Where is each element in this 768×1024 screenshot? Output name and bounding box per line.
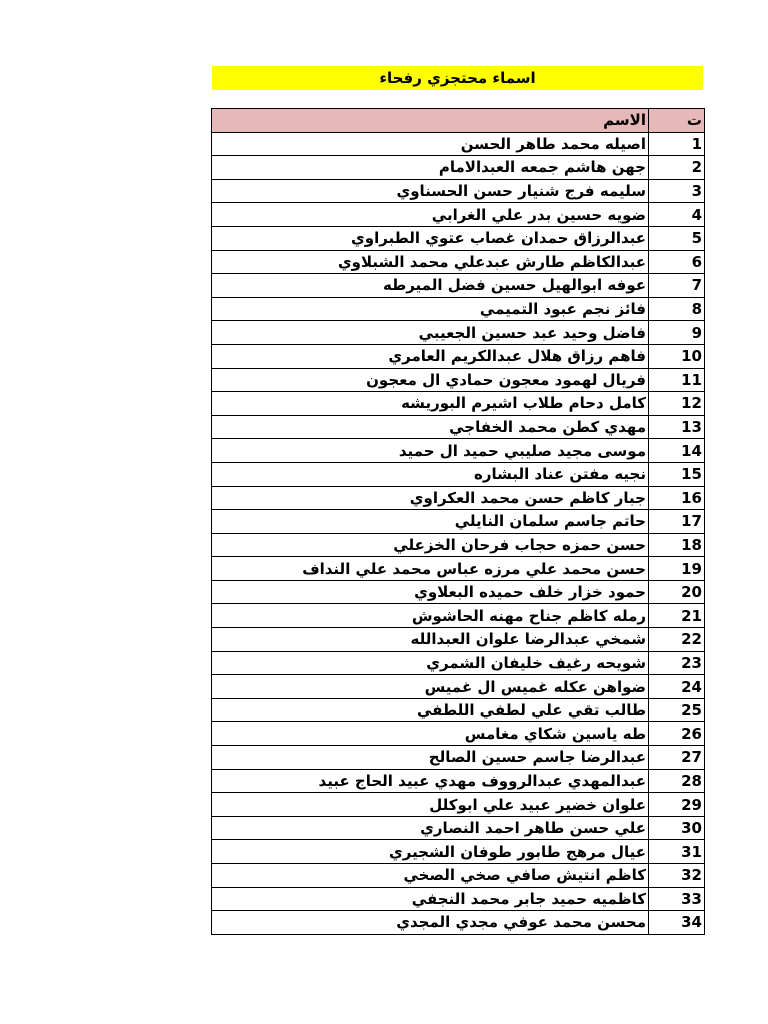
- table-row: [212, 769, 705, 793]
- row-number: 25: [649, 698, 705, 722]
- table-row: [212, 651, 705, 675]
- row-number: 26: [649, 722, 705, 746]
- table-row: [212, 132, 705, 156]
- detainee-name: جبار كاظم حسن محمد العكراوي: [212, 486, 649, 510]
- detainee-name: عبدالرضا جاسم حسين الصالح: [212, 746, 649, 770]
- detainee-name: علي حسن طاهر احمد النصاري: [212, 816, 649, 840]
- detainee-name: شويحه رغيف خليفان الشمري: [212, 651, 649, 675]
- detainee-name: عبدالرزاق حمدان غصاب عتوي الطبراوي: [212, 226, 649, 250]
- table-row: [212, 226, 705, 250]
- row-number: 33: [649, 887, 705, 911]
- table-row: [212, 675, 705, 699]
- row-number: 6: [649, 250, 705, 274]
- row-number: 18: [649, 533, 705, 557]
- table-row: [212, 368, 705, 392]
- row-number: 30: [649, 816, 705, 840]
- detainees-table: [211, 108, 705, 935]
- table-body: [212, 132, 705, 934]
- detainee-name: ضويه حسين بدر علي الغرابي: [212, 203, 649, 227]
- row-number: 2: [649, 156, 705, 180]
- row-number: 19: [649, 557, 705, 581]
- row-number: 22: [649, 628, 705, 652]
- detainee-name: كاظم انتيش صافي صخي الصخي: [212, 864, 649, 888]
- table-row: [212, 439, 705, 463]
- row-number: 31: [649, 840, 705, 864]
- table-row: [212, 203, 705, 227]
- table-row: [212, 510, 705, 534]
- detainee-name: فاضل وحيد عبد حسين الجعيبي: [212, 321, 649, 345]
- table-row: [212, 698, 705, 722]
- table-row: [212, 840, 705, 864]
- table-row: [212, 911, 705, 935]
- row-number: 15: [649, 462, 705, 486]
- table-row: [212, 746, 705, 770]
- table-row: [212, 628, 705, 652]
- table-row: [212, 274, 705, 298]
- detainee-name: سليمه فرج شنيار حسن الحسناوي: [212, 179, 649, 203]
- detainee-name: حاتم جاسم سلمان النايلي: [212, 510, 649, 534]
- detainee-name: طه ياسين شكاي مغامس: [212, 722, 649, 746]
- row-number: 3: [649, 179, 705, 203]
- row-number: 1: [649, 132, 705, 156]
- detainee-name: طالب تقي علي لطفي اللطفي: [212, 698, 649, 722]
- detainee-name: اصيله محمد طاهر الحسن: [212, 132, 649, 156]
- row-number: 20: [649, 580, 705, 604]
- detainee-name: عبدالكاظم طارش عبدعلي محمد الشبلاوي: [212, 250, 649, 274]
- table-row: [212, 793, 705, 817]
- table-row: [212, 887, 705, 911]
- detainee-name: فائز نجم عبود التميمي: [212, 297, 649, 321]
- row-number: 13: [649, 415, 705, 439]
- detainee-name: فريال لهمود معجون حمادي ال معجون: [212, 368, 649, 392]
- table-row: [212, 533, 705, 557]
- row-number: 4: [649, 203, 705, 227]
- detainee-name: مهدي كطن محمد الخفاجي: [212, 415, 649, 439]
- row-number: 17: [649, 510, 705, 534]
- table-row: [212, 816, 705, 840]
- row-number: 8: [649, 297, 705, 321]
- table-row: [212, 250, 705, 274]
- row-number: 11: [649, 368, 705, 392]
- detainee-name: حسن حمزه حجاب فرحان الخزعلي: [212, 533, 649, 557]
- table-row: [212, 156, 705, 180]
- row-number: 9: [649, 321, 705, 345]
- table-row: [212, 864, 705, 888]
- table-header-row: [212, 109, 705, 133]
- table-row: [212, 297, 705, 321]
- table-row: [212, 604, 705, 628]
- table-row: [212, 179, 705, 203]
- row-number: 24: [649, 675, 705, 699]
- table-row: [212, 486, 705, 510]
- row-number: 32: [649, 864, 705, 888]
- column-header-name: الاسم: [212, 109, 649, 133]
- detainee-name: حمود خزار خلف حميده البعلاوي: [212, 580, 649, 604]
- row-number: 5: [649, 226, 705, 250]
- row-number: 10: [649, 344, 705, 368]
- table-row: [212, 321, 705, 345]
- table-row: [212, 392, 705, 416]
- row-number: 29: [649, 793, 705, 817]
- detainee-name: علوان خضير عبيد علي ابوكلل: [212, 793, 649, 817]
- detainee-name: كاظميه حميد جابر محمد النجفي: [212, 887, 649, 911]
- row-number: 16: [649, 486, 705, 510]
- row-number: 34: [649, 911, 705, 935]
- detainee-name: رمله كاظم جناح مهنه الحاشوش: [212, 604, 649, 628]
- row-number: 21: [649, 604, 705, 628]
- table-row: [212, 722, 705, 746]
- column-header-number: ت: [649, 109, 705, 133]
- row-number: 7: [649, 274, 705, 298]
- detainee-name: شمخي عبدالرضا علوان العبدالله: [212, 628, 649, 652]
- detainee-name: عيال مرهج طابور طوفان الشجيري: [212, 840, 649, 864]
- detainee-name: ضواهن عكله غميس ال غميس: [212, 675, 649, 699]
- row-number: 12: [649, 392, 705, 416]
- detainee-name: عوفه ابوالهيل حسين فضل الميرطه: [212, 274, 649, 298]
- page-title: اسماء محتجزي رفحاء: [212, 66, 703, 90]
- table-row: [212, 557, 705, 581]
- detainee-name: جهن هاشم جمعه العبدالامام: [212, 156, 649, 180]
- detainee-name: موسى مجيد صليبي حميد ال حميد: [212, 439, 649, 463]
- detainee-name: كامل دحام طلاب اشيرم البوريشه: [212, 392, 649, 416]
- table-row: [212, 580, 705, 604]
- detainee-name: محسن محمد عوفي مجدي المجدي: [212, 911, 649, 935]
- table-row: [212, 344, 705, 368]
- detainee-name: حسن محمد علي مرزه عباس محمد علي النداف: [212, 557, 649, 581]
- table-row: [212, 462, 705, 486]
- row-number: 28: [649, 769, 705, 793]
- detainee-name: عبدالمهدي عبدالرووف مهدي عبيد الحاج عبيد: [212, 769, 649, 793]
- row-number: 27: [649, 746, 705, 770]
- table-row: [212, 415, 705, 439]
- detainee-name: نجيه مفتن عناد البشاره: [212, 462, 649, 486]
- row-number: 23: [649, 651, 705, 675]
- detainee-name: فاهم رزاق هلال عبدالكريم العامري: [212, 344, 649, 368]
- row-number: 14: [649, 439, 705, 463]
